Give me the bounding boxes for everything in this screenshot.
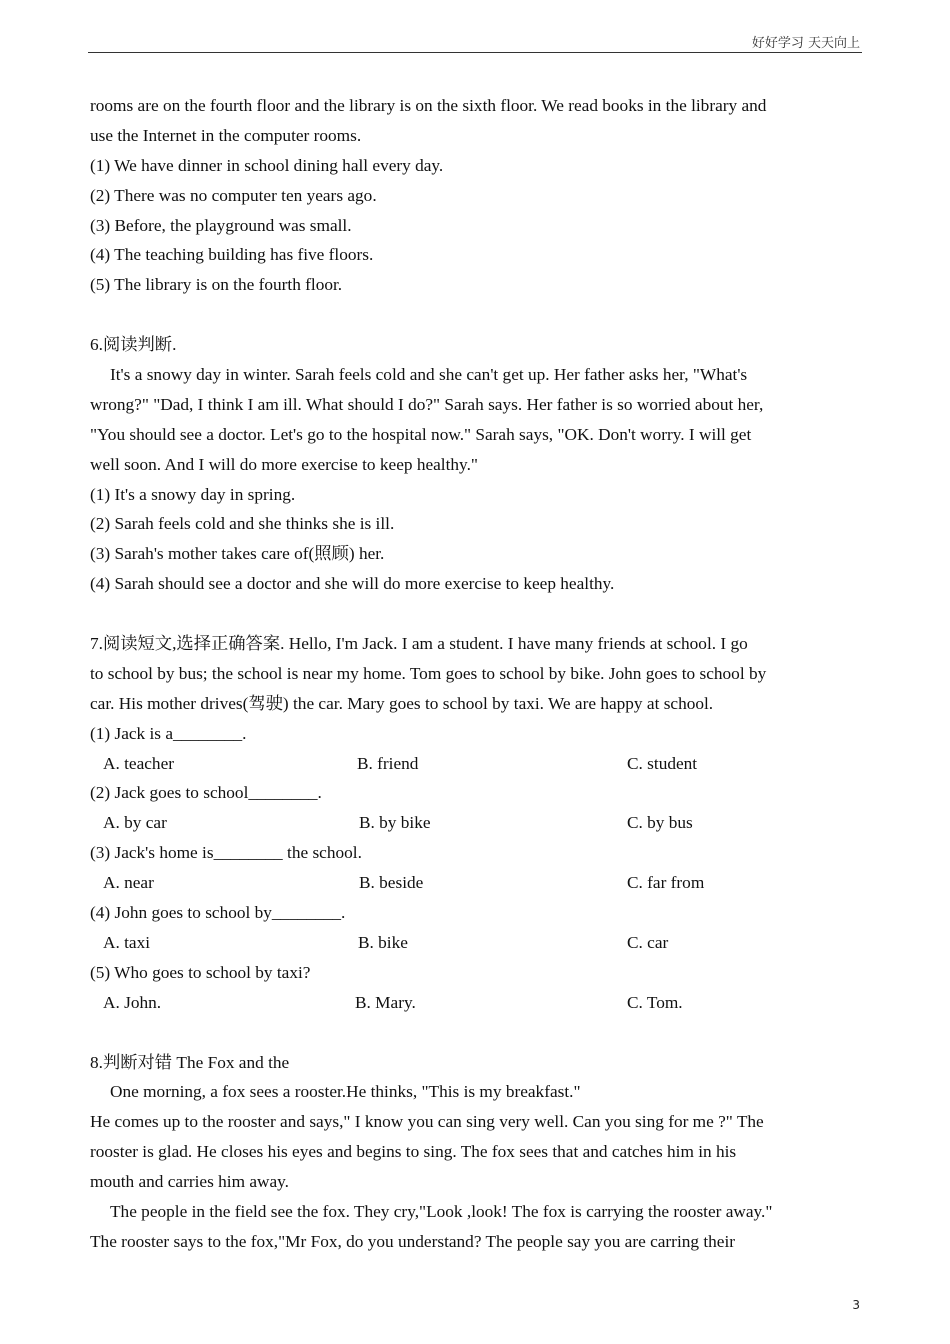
page-number: 3 [852, 1298, 860, 1312]
options-row [90, 749, 862, 779]
option-b: B. bike [358, 932, 408, 952]
section-title: 6.阅读判断. [90, 335, 177, 355]
option-b: B. friend [357, 753, 419, 773]
passage-line: rooms are on the fourth floor and the library is on the sixth floor. We read books in the library and [90, 96, 767, 115]
question: (3) Jack's home is________ the school. [90, 843, 362, 863]
option-b: B. Mary. [355, 992, 416, 1012]
option-a: A. near [103, 873, 154, 893]
section-7 [90, 629, 862, 1018]
options-row [90, 868, 862, 898]
question: (5) Who goes to school by taxi? [90, 962, 311, 982]
option-c: C. student [627, 753, 698, 773]
question: (2) Jack goes to school________. [90, 783, 322, 803]
passage-line: car. His mother drives(驾驶) the car. Mary goes to school by taxi. We are happy at school. [90, 693, 714, 713]
passage-line: wrong?" "Dad, I think I am ill. What should I do?" Sarah says. Her father is so worried about her, [90, 394, 764, 414]
option-a: A. taxi [103, 932, 151, 952]
passage-line: rooster is glad. He closes his eyes and begins to sing. The fox sees that and catches him in his [90, 1142, 737, 1162]
statement: (3) Before, the playground was small. [90, 215, 352, 235]
passage-line: It's a snowy day in winter. Sarah feels cold and she can't get up. Her father asks her, "What's [110, 365, 748, 385]
option-c: C. by bus [627, 813, 693, 833]
statement: (3) Sarah's mother takes care of(照顾) her. [90, 544, 385, 564]
passage-line: "You should see a doctor. Let's go to the hospital now." Sarah says, "OK. Don't worry. I will get [90, 424, 752, 444]
statement: (2) Sarah feels cold and she thinks she is ill. [90, 514, 395, 534]
passage-line: One morning, a fox sees a rooster.He thinks, "This is my breakfast." [110, 1082, 581, 1102]
option-a: A. by car [103, 813, 167, 833]
option-c: C. car [627, 932, 669, 952]
options-row [90, 988, 862, 1018]
statement: (1) It's a snowy day in spring. [90, 484, 296, 504]
options-row [90, 928, 862, 958]
option-b: B. by bike [359, 813, 431, 833]
options-row [90, 808, 862, 838]
statement: (1) We have dinner in school dining hall every day. [90, 155, 444, 175]
question: (1) Jack is a________. [90, 723, 247, 743]
section-6 [90, 330, 862, 599]
header-motto: 好好学习 天天向上 [751, 36, 860, 51]
passage-line: mouth and carries him away. [90, 1172, 289, 1192]
page-header [88, 30, 862, 53]
option-a: A. John. [103, 992, 162, 1012]
statement: (2) There was no computer ten years ago. [90, 185, 377, 205]
passage-line: The rooster says to the fox,"Mr Fox, do you understand? The people say you are carring their [90, 1231, 736, 1251]
passage-line: The people in the field see the fox. They cry,"Look ,look! The fox is carrying the rooster away." [110, 1201, 773, 1221]
passage-line: use the Internet in the computer rooms. [90, 125, 362, 145]
statement: (5) The library is on the fourth floor. [90, 275, 343, 295]
passage-line: well soon. And I will do more exercise to keep healthy." [90, 454, 478, 474]
statement: (4) The teaching building has five floors. [90, 245, 374, 265]
option-b: B. beside [359, 873, 424, 893]
option-a: A. teacher [103, 753, 174, 773]
section-title: 8.判断对错 The Fox and the [90, 1052, 290, 1072]
passage-line: 7.阅读短文,选择正确答案. Hello, I'm Jack. I am a student. I have many friends at school. I go [90, 634, 748, 654]
document-body [90, 91, 862, 1257]
passage-line: to school by bus; the school is near my home. Tom goes to school by bike. John goes to school by [90, 663, 767, 683]
passage-line: He comes up to the rooster and says," I know you can sing very well. Can you sing for me ?" The [90, 1112, 764, 1132]
section-5-continuation [90, 91, 862, 300]
option-c: C. far from [627, 873, 705, 893]
option-c: C. Tom. [627, 992, 683, 1012]
statement: (4) Sarah should see a doctor and she will do more exercise to keep healthy. [90, 574, 615, 594]
section-8 [90, 1048, 862, 1257]
question: (4) John goes to school by________. [90, 903, 346, 923]
